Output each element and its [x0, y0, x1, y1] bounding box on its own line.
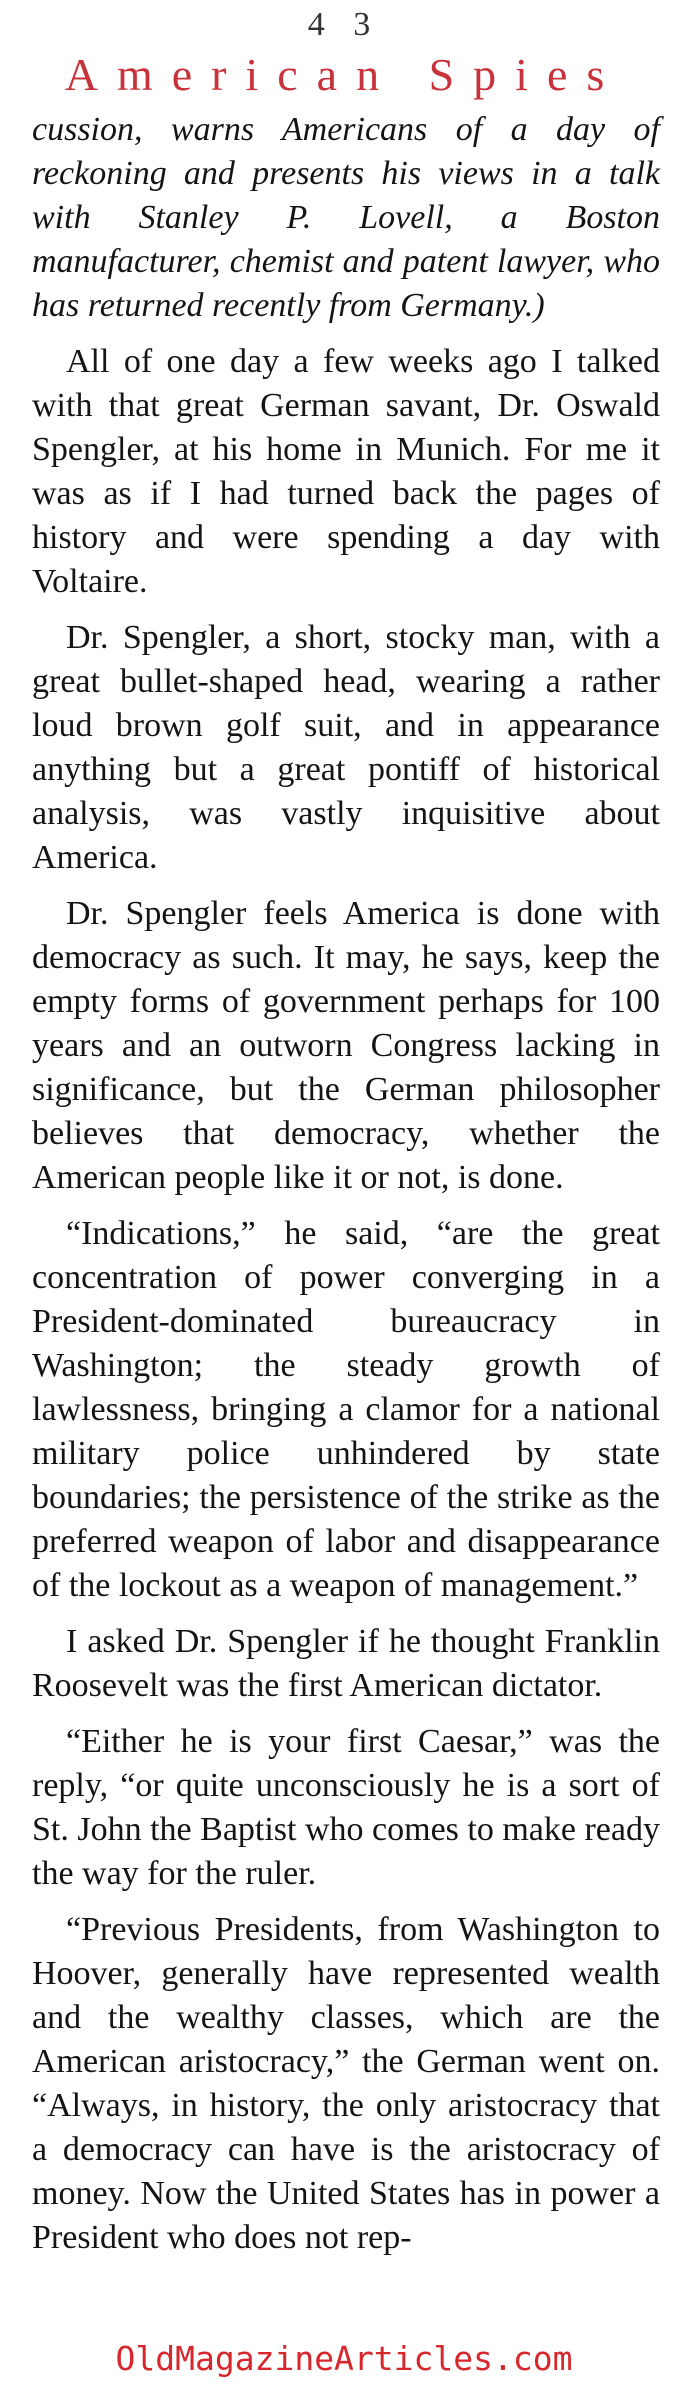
article-paragraph: Dr. Spengler, a short, stocky man, with a great bullet-shaped head, wearing a rather loud brown golf suit, and in appearance anything but a great pontiff of historical analysis, was vastly inquisitive about America.	[32, 619, 660, 876]
article-paragraph: I asked Dr. Spengler if he thought Franklin Roosevelt was the first American dictator.	[32, 1623, 660, 1704]
article-paragraph: “Indications,” he said, “are the great concentration of power converging in a President-dominated bureaucracy in Washington; the steady growth of lawlessness, bringing a clamor for a national military police unhindered by state boundaries; the persistence of the strike as the preferred weapon of labor and disappearance of the lockout as a weapon of management.”	[32, 1215, 660, 1604]
page-number: 4 3	[307, 6, 381, 43]
article-paragraph: Dr. Spengler feels America is done with democracy as such. It may, he says, keep the empty forms of government perhaps for 100 years and an outworn Congress lacking in significance, but the German philosopher believes that democracy, whether the American people like it or not, is done.	[32, 895, 660, 1196]
article-intro: cussion, warns Americans of a day of reckoning and presents his views in a talk with Stanley P. Lovell, a Boston manufacturer, chemist and patent lawyer, who has returned recently from Germany.)	[32, 111, 660, 324]
article-paragraph: All of one day a few weeks ago I talked with that great German savant, Dr. Oswald Spengler, at his home in Munich. For me it was as if I had turned back the pages of history and were spending a day with Voltaire.	[32, 343, 660, 600]
site-watermark-link[interactable]: OldMagazineArticles.com	[115, 2339, 573, 2378]
article-paragraph: “Previous Presidents, from Washington to Hoover, generally have represented wealth and the wealthy classes, which are the American aristocracy,” the German went on. “Always, in history, the only aristocracy that a democracy can have is the aristocracy of money. Now the United States has in power a President who does not rep-	[32, 1911, 660, 2256]
article-paragraph: “Either he is your first Caesar,” was the reply, “or quite unconsciously he is a sort of St. John the Baptist who comes to make ready the way for the ruler.	[32, 1723, 660, 1892]
article-body	[32, 108, 660, 2272]
masthead-title: American Spies	[64, 49, 624, 100]
